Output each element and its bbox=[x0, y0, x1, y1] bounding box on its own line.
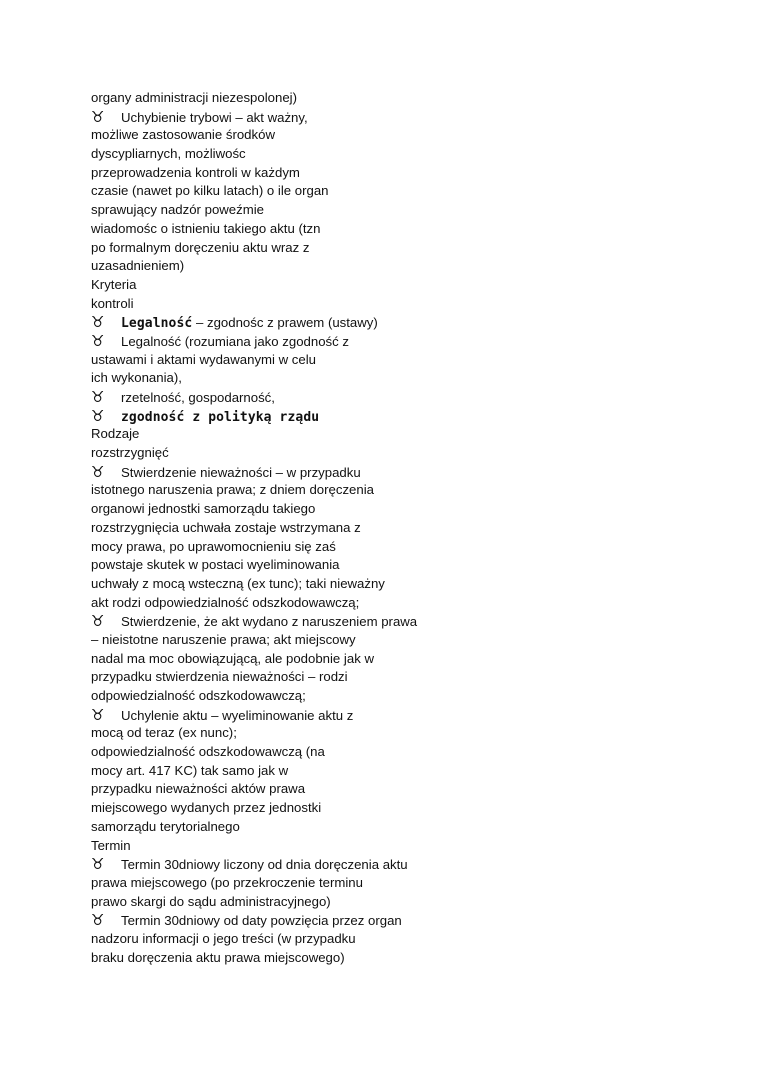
text-line bbox=[91, 351, 511, 370]
line-text: nadzoru informacji o jego treści (w przypadku bbox=[91, 930, 356, 946]
line-text: kontroli bbox=[91, 295, 134, 311]
taurus-bullet-icon: ♉ bbox=[91, 855, 105, 874]
text-line bbox=[91, 182, 511, 201]
line-text: uzasadnieniem) bbox=[91, 258, 185, 274]
bullet-item bbox=[91, 108, 511, 127]
bullet-item bbox=[91, 463, 511, 482]
bullet-item bbox=[91, 612, 511, 631]
line-text: Legalność (rozumiana jako zgodność z bbox=[121, 333, 349, 349]
text-line bbox=[91, 538, 511, 557]
text-line bbox=[91, 930, 511, 949]
line-text: samorządu terytorialnego bbox=[91, 818, 240, 834]
section-heading bbox=[91, 425, 511, 444]
line-text: – zgodnośc z prawem (ustawy) bbox=[192, 315, 378, 331]
line-text: organowi jednostki samorządu takiego bbox=[91, 501, 316, 517]
line-text: ich wykonania), bbox=[91, 370, 182, 386]
line-text: mocy prawa, po uprawomocnieniu się zaś bbox=[91, 538, 336, 554]
document-body bbox=[91, 89, 511, 967]
line-text: Uchylenie aktu – wyeliminowanie aktu z bbox=[121, 707, 354, 723]
bullet-item bbox=[91, 706, 511, 725]
text-line bbox=[91, 799, 511, 818]
bullet-item bbox=[91, 911, 511, 930]
text-line bbox=[91, 239, 511, 258]
text-line bbox=[91, 762, 511, 781]
text-line bbox=[91, 500, 511, 519]
text-line bbox=[91, 89, 511, 108]
text-line bbox=[91, 164, 511, 183]
line-text: uchwały z mocą wsteczną (ex tunc); taki nieważny bbox=[91, 575, 385, 591]
line-text: organy administracji niezespolonej) bbox=[91, 90, 297, 105]
line-text: prawa miejscowego (po przekroczenie terminu bbox=[91, 874, 363, 890]
section-heading bbox=[91, 276, 511, 295]
text-line bbox=[91, 893, 511, 912]
line-text: odpowiedzialność odszkodowawczą (na bbox=[91, 744, 325, 760]
text-line bbox=[91, 780, 511, 799]
line-text: Termin bbox=[91, 837, 131, 853]
line-text: rzetelność, gospodarność, bbox=[121, 390, 275, 405]
taurus-bullet-icon: ♉ bbox=[91, 406, 105, 425]
line-text: przeprowadzenia kontroli w każdym bbox=[91, 164, 300, 180]
line-text: powstaje skutek w postaci wyeliminowania bbox=[91, 557, 340, 573]
line-text: wiadomośc o istnieniu takiego aktu (tzn bbox=[91, 220, 321, 236]
bullet-item bbox=[91, 855, 511, 874]
line-text: Stwierdzenie, że akt wydano z naruszeniem prawa bbox=[121, 614, 418, 630]
section-heading bbox=[91, 837, 511, 856]
line-text: dyscypliarnych, możliwośc bbox=[91, 146, 246, 162]
taurus-bullet-icon: ♉ bbox=[91, 462, 105, 481]
bullet-item bbox=[91, 332, 511, 351]
text-line bbox=[91, 145, 511, 164]
bullet-item bbox=[91, 313, 511, 332]
text-line bbox=[91, 594, 511, 613]
text-line bbox=[91, 650, 511, 669]
line-text: ustawami i aktami wydawanymi w celu bbox=[91, 351, 316, 367]
line-text: Kryteria bbox=[91, 276, 137, 292]
line-text: przypadku nieważności aktów prawa bbox=[91, 781, 306, 797]
line-text: mocą od teraz (ex nunc); bbox=[91, 725, 237, 741]
text-line bbox=[91, 724, 511, 743]
section-heading bbox=[91, 444, 511, 463]
line-text: – nieistotne naruszenie prawa; akt miejscowy bbox=[91, 631, 356, 647]
taurus-bullet-icon: ♉ bbox=[91, 705, 105, 724]
line-text: Termin 30dniowy liczony od dnia doręczenia aktu bbox=[121, 857, 408, 873]
line-text: czasie (nawet po kilku latach) o ile organ bbox=[91, 183, 329, 199]
term-polityka-rzadu: zgodność z polityką rządu bbox=[121, 409, 320, 425]
line-text: braku doręczenia aktu prawa miejscowego) bbox=[91, 949, 345, 965]
line-text: po formalnym doręczeniu aktu wraz z bbox=[91, 239, 310, 255]
taurus-bullet-icon: ♉ bbox=[91, 612, 105, 631]
text-line bbox=[91, 575, 511, 594]
line-text: mocy art. 417 KC) tak samo jak w bbox=[91, 762, 289, 778]
text-line bbox=[91, 818, 511, 837]
section-heading bbox=[91, 295, 511, 314]
text-line bbox=[91, 519, 511, 538]
text-line bbox=[91, 874, 511, 893]
text-line bbox=[91, 220, 511, 239]
taurus-bullet-icon: ♉ bbox=[91, 107, 105, 126]
line-text: rozstrzygnięcia uchwała zostaje wstrzymana z bbox=[91, 519, 361, 535]
line-text: możliwe zastosowanie środków bbox=[91, 127, 275, 143]
term-legalnosc: Legalność bbox=[121, 316, 193, 332]
line-text: przypadku stwierdzenia nieważności – rodzi bbox=[91, 669, 348, 685]
line-text: Uchybienie trybowi – akt ważny, bbox=[121, 109, 308, 125]
text-line bbox=[91, 126, 511, 145]
bullet-item bbox=[91, 388, 511, 407]
taurus-bullet-icon: ♉ bbox=[91, 331, 105, 350]
line-text: istotnego naruszenia prawa; z dniem doręczenia bbox=[91, 482, 374, 498]
line-text: sprawujący nadzór poweźmie bbox=[91, 202, 264, 218]
line-text: miejscowego wydanych przez jednostki bbox=[91, 800, 322, 816]
text-line bbox=[91, 369, 511, 388]
line-text: Stwierdzenie nieważności – w przypadku bbox=[121, 464, 361, 480]
text-line bbox=[91, 668, 511, 687]
text-line bbox=[91, 743, 511, 762]
line-text: akt rodzi odpowiedzialność odszkodowawczą; bbox=[91, 594, 360, 610]
text-line bbox=[91, 631, 511, 650]
text-line bbox=[91, 687, 511, 706]
line-text: odpowiedzialność odszkodowawczą; bbox=[91, 688, 306, 703]
text-line bbox=[91, 556, 511, 575]
bullet-item bbox=[91, 407, 511, 426]
line-text: Termin 30dniowy od daty powzięcia przez organ bbox=[121, 913, 402, 929]
line-text: nadal ma moc obowiązującą, ale podobnie jak w bbox=[91, 650, 374, 666]
text-line bbox=[91, 201, 511, 220]
text-line bbox=[91, 949, 511, 968]
line-text: prawo skargi do sądu administracyjnego) bbox=[91, 893, 331, 909]
line-text: Rodzaje bbox=[91, 426, 140, 442]
taurus-bullet-icon: ♉ bbox=[91, 388, 105, 406]
line-text: rozstrzygnięć bbox=[91, 445, 169, 461]
text-line bbox=[91, 257, 511, 276]
taurus-bullet-icon: ♉ bbox=[91, 313, 105, 332]
text-line bbox=[91, 481, 511, 500]
taurus-bullet-icon: ♉ bbox=[91, 911, 105, 930]
